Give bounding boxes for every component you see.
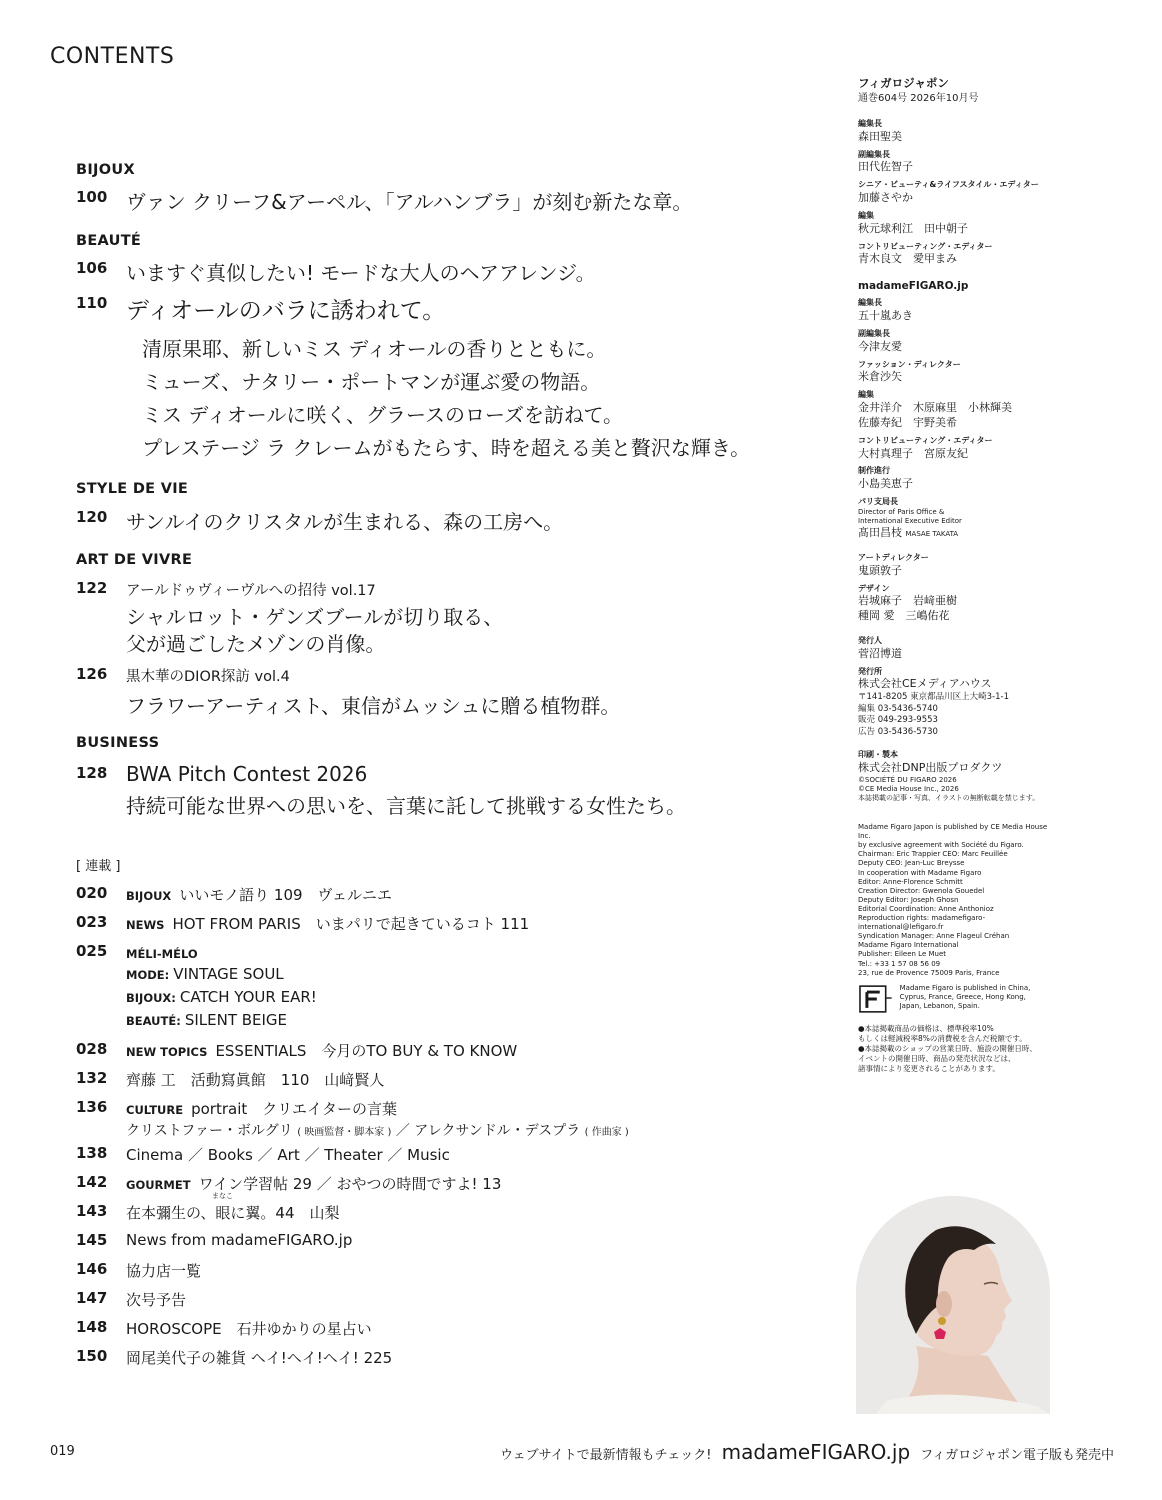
website-link[interactable]: madameFIGARO.jp [721, 1440, 911, 1464]
serial-number: 142 [76, 1173, 108, 1191]
serial-tag: NEWS [126, 918, 165, 932]
credit-name: 森田聖美 [858, 129, 902, 143]
serial-tag: BIJOUX [126, 889, 172, 903]
credit-role: 発行所 [858, 666, 882, 676]
credit-name: 米倉沙矢 [858, 370, 902, 384]
serial-number: 132 [76, 1069, 108, 1087]
serial-number: 025 [76, 942, 108, 960]
en-credit: Madame Figaro International [858, 941, 959, 950]
article-110[interactable]: ディオールのバラに誘われて。 [126, 298, 446, 324]
footer-digital-note: フィガロジャポン電子版も発売中 [920, 1448, 1114, 1463]
ruby-annotation: まなこ [212, 1192, 233, 1200]
serial-number: 146 [76, 1260, 108, 1278]
page-number: 019 [50, 1444, 75, 1459]
serial-number: 136 [76, 1098, 108, 1116]
credit-role: デザイン [858, 583, 890, 593]
copyright-notice: 本誌掲載の記事・写真、イラストの無断転載を禁じます。 [858, 794, 1040, 803]
en-credit: Publisher: Eileen Le Muet [858, 950, 947, 959]
credit-name: 田代佐智子 [858, 160, 913, 174]
article-100[interactable]: ヴァン クリーフ&アーペル、「アルハンブラ」が刻む新たな章。 [126, 190, 693, 214]
credit-role: コントリビューティング・エディター [858, 435, 993, 445]
en-credit: by exclusive agreement with Société du Figaro. [858, 841, 1024, 850]
section-style-de-vie: STYLE DE VIE [76, 481, 189, 497]
page-title: CONTENTS [50, 44, 175, 69]
serial-item-138[interactable]: Cinema ／ Books ／ Art ／ Theater ／ Music [126, 1146, 450, 1164]
serial-item-146[interactable]: 協力店一覧 [126, 1262, 202, 1280]
serial-number: 020 [76, 884, 108, 902]
serial-tag: MODE: [126, 968, 170, 982]
price-note: ●本誌掲載のショップの営業日時、施設の開催日時、 [858, 1043, 1037, 1053]
en-credit: 23, rue de Provence 75009 Paris, France [858, 968, 1000, 977]
credit-name: 大村真理子 宮原友紀 [858, 446, 968, 460]
article-106[interactable]: いますぐ真似したい! モードな大人のヘアアレンジ。 [126, 261, 596, 285]
credit-name: 青木良文 愛甲まみ [858, 252, 957, 266]
credit-name [858, 526, 1048, 541]
phone-editorial: 編集 03-5436-5740 [858, 703, 938, 714]
article-122-title-2[interactable]: 父が過ごしたメゾンの肖像。 [126, 632, 386, 656]
serial-item-023[interactable] [126, 913, 529, 934]
en-credit: Syndication Manager: Anne Flageul Créhan [858, 932, 1010, 941]
serial-text: ワイン学習帖 29 ／ おやつの時間ですよ! 13 [198, 1175, 502, 1193]
page-number-122: 122 [76, 579, 108, 597]
magazine-name: フィガロジャポン [858, 76, 949, 90]
credit-name: 株式会社DNP出版プロダクツ [858, 760, 1003, 774]
page-number-128: 128 [76, 764, 108, 782]
article-110-sub-1: 清原果耶、新しいミス ディオールの香りとともに。 [142, 337, 607, 361]
serial-number: 147 [76, 1289, 108, 1307]
serial-text: portrait クリエイターの言葉 [191, 1100, 397, 1118]
en-credit: Editorial Coordination: Anne Anthoniоz [858, 904, 994, 913]
article-128-title-2[interactable]: 持続可能な世界への思いを、言葉に託して挑戦する女性たち。 [126, 794, 686, 818]
en-credit: Reproduction rights: madamefigaro-international@lefigaro.fr [858, 914, 986, 932]
serial-item-028[interactable] [126, 1040, 517, 1061]
en-credit: Creation Director: Gwenola Gouedel [858, 886, 985, 895]
serial-text: CATCH YOUR EAR! [179, 988, 317, 1006]
issue-number: 通巻604号 2026年10月号 [858, 92, 979, 104]
credit-name: 秋元球利江 田中朝子 [858, 221, 968, 235]
price-note: もしくは軽減税率8%の消費税を含んだ税額です。 [858, 1033, 1027, 1043]
serial-item-143[interactable]: 在本彌生の、眼に翼。44 山梨 [126, 1204, 340, 1222]
en-credit: Editor: Anne-Florence Schmitt [858, 877, 963, 886]
serial-item-025-beaute[interactable] [126, 1011, 287, 1029]
credit-role: アートディレクター [858, 552, 929, 562]
page-number-100: 100 [76, 188, 108, 206]
earring-icon [938, 1317, 946, 1325]
credit-role: 発行人 [858, 636, 882, 646]
serial-text: SILENT BEIGE [184, 1011, 288, 1029]
price-note: 諸事情により変更されることがあります。 [858, 1064, 1000, 1074]
person-role: ( 作曲家 ) [584, 1127, 629, 1138]
footer-promo [500, 1440, 1114, 1464]
page-number-110: 110 [76, 294, 108, 312]
serial-item-148[interactable]: HOROSCOPE 石井ゆかりの星占い [126, 1320, 372, 1338]
credit-role-en: Director of Paris Office & International Executive Editor [858, 507, 962, 525]
credit-role: コントリビューティング・エディター [858, 241, 993, 251]
serial-item-150[interactable]: 岡尾美代子の雑貨 ヘイ!ヘイ!ヘイ! 225 [126, 1349, 393, 1367]
figaro-publication-block [858, 984, 1048, 1014]
publisher-address: 〒141-8205 東京都品川区上大崎3-1-1 [858, 692, 1009, 703]
credit-name: 菅沼博道 [858, 646, 902, 660]
phone-ads: 広告 03-5436-5730 [858, 726, 938, 737]
en-credit: Deputy Editor: Joseph Ghosn [858, 895, 959, 904]
section-business: BUSINESS [76, 735, 160, 751]
person-name: ／ アレクサンドル・デスプラ [395, 1123, 581, 1139]
serial-item-025-mode[interactable] [126, 965, 284, 983]
publication-countries: Madame Figaro is published in China, Cyprus, France, Greece, Hong Kong, Japan, Lebanon, Spain. [899, 983, 1031, 1010]
en-credit: Chairman: Eric Trappier CEO: Marc Feuillée [858, 850, 1008, 859]
credit-name: 五十嵐あき [858, 309, 913, 323]
credit-role: 編集長 [858, 119, 882, 129]
serial-number: 023 [76, 913, 108, 931]
price-note: ●本誌掲載商品の価格は、標準税率10% [858, 1023, 994, 1033]
serial-number: 028 [76, 1040, 108, 1058]
credit-name: 鬼頭敦子 [858, 563, 902, 577]
price-note: イベントの開催日時、商品の発売状況などは、 [858, 1054, 1016, 1064]
credit-name: 岩城麻子 岩﨑亜樹 [858, 594, 957, 608]
copyright: ©SOCIÉTÉ DU FIGARO 2026 [858, 775, 957, 784]
serial-item-136-people [126, 1120, 629, 1140]
serial-number: 150 [76, 1347, 108, 1365]
serial-heading: [ 連載 ] [76, 859, 121, 874]
credit-role: 編集 [858, 390, 874, 400]
article-110-sub-4: プレステージ ラ クレームがもたらす、時を超える美と贅沢な輝き。 [142, 436, 751, 460]
credit-name: 佐藤寿紀 宇野美希 [858, 415, 957, 429]
credit-role: 副編集長 [858, 149, 890, 159]
credit-name: 小島美恵子 [858, 477, 913, 491]
copyright: ©CE Media House Inc., 2026 [858, 784, 959, 793]
serial-item-147[interactable]: 次号予告 [126, 1291, 187, 1309]
serial-tag: CULTURE [126, 1103, 184, 1117]
page-number-106: 106 [76, 259, 108, 277]
madame-figaro-logo-icon [858, 984, 894, 1014]
portrait-photo [856, 1196, 1050, 1414]
phone-sales: 販売 049-293-9553 [858, 715, 938, 726]
serial-number: 143 [76, 1202, 108, 1220]
credit-role: 副編集長 [858, 329, 890, 339]
credit-name: 金井洋介 木原麻里 小林輝美 [858, 401, 1012, 415]
article-110-sub-3: ミス ディオールに咲く、グラースのローズを訪ねて。 [142, 403, 624, 427]
article-122-kicker: アールドゥヴィーヴルへの招待 vol.17 [126, 583, 376, 599]
person-name: クリストファー・ボルグリ [126, 1123, 293, 1139]
page-number-120: 120 [76, 508, 108, 526]
serial-item-025-bijoux[interactable] [126, 988, 317, 1006]
credit-role: 制作進行 [858, 466, 890, 476]
web-section-heading: madameFIGARO.jp [858, 280, 969, 293]
serial-tag: BEAUTÉ: [126, 1014, 181, 1028]
article-122-title-1[interactable]: シャルロット・ゲンズブールが切り取る、 [126, 605, 504, 629]
serial-item-025[interactable] [126, 944, 206, 962]
serial-text: いいモノ語り 109 ヴェルニエ [179, 886, 392, 904]
credit-role: ファッション・ディレクター [858, 359, 961, 369]
serial-tag: BIJOUX: [126, 991, 176, 1005]
article-126-title[interactable]: フラワーアーティスト、東信がムッシュに贈る植物群。 [126, 694, 621, 718]
page-number-126: 126 [76, 665, 108, 683]
article-128-title-1[interactable]: BWA Pitch Contest 2026 [126, 762, 368, 786]
credit-role: パリ支局長 [858, 497, 898, 507]
serial-text: HOT FROM PARIS いまパリで起きているコト 111 [172, 915, 530, 933]
masthead-credits [858, 76, 1048, 1074]
en-credit: In cooperation with Madame Figaro [858, 868, 982, 877]
credit-name: 今津友愛 [858, 339, 902, 353]
serial-tag: NEW TOPICS [126, 1045, 208, 1059]
en-credit: Tel.: +33 1 57 08 56 09 [858, 959, 941, 968]
person-role: ( 映画監督・脚本家 ) [297, 1127, 392, 1138]
en-credit: Deputy CEO: Jean-Luc Breysse [858, 859, 965, 868]
credit-role: 編集長 [858, 298, 882, 308]
serial-tag: MÉLI-MÉLO [126, 947, 198, 961]
woman-profile-illustration [856, 1196, 1050, 1414]
serial-text: ESSENTIALS 今月のTO BUY & TO KNOW [215, 1042, 518, 1060]
article-120[interactable]: サンルイのクリスタルが生まれる、森の工房へ。 [126, 510, 564, 534]
serial-item-142[interactable] [126, 1173, 501, 1194]
credit-name-en: MASAE TAKATA [905, 530, 959, 539]
credit-role: 印刷・製本 [858, 750, 898, 760]
credit-name: 株式会社CEメディアハウス [858, 677, 992, 691]
section-beaute: BEAUTÉ [76, 233, 142, 249]
credit-name: 加藤さやか [858, 191, 913, 205]
credit-name-ja: 髙田昌枝 [858, 526, 902, 540]
serial-item-020[interactable] [126, 884, 392, 905]
section-art-de-vivre: ART DE VIVRE [76, 552, 193, 568]
serial-text: VINTAGE SOUL [173, 965, 284, 983]
article-110-sub-2: ミューズ、ナタリー・ポートマンが運ぶ愛の物語。 [142, 370, 601, 394]
serial-number: 138 [76, 1144, 108, 1162]
serial-number: 145 [76, 1231, 108, 1249]
serial-number: 148 [76, 1318, 108, 1336]
credit-role: シニア・ビューティ&ライフスタイル・エディター [858, 180, 1039, 190]
credit-role: 編集 [858, 210, 874, 220]
serial-tag: GOURMET [126, 1178, 191, 1192]
serial-item-145[interactable]: News from madameFIGARO.jp [126, 1231, 353, 1249]
serial-item-132[interactable]: 齊藤 工 活動寫眞館 110 山﨑賢人 [126, 1071, 385, 1089]
en-credit: Madame Figaro Japon is published by CE Media House Inc. [858, 823, 1048, 841]
section-bijoux: BIJOUX [76, 162, 135, 178]
footer-web-note: ウェブサイトで最新情報もチェック! [500, 1448, 712, 1463]
serial-item-136[interactable] [126, 1098, 397, 1119]
article-126-kicker: 黒木華のDIOR探訪 vol.4 [126, 669, 290, 685]
credit-name: 種岡 愛 三嶋佑花 [858, 609, 950, 623]
